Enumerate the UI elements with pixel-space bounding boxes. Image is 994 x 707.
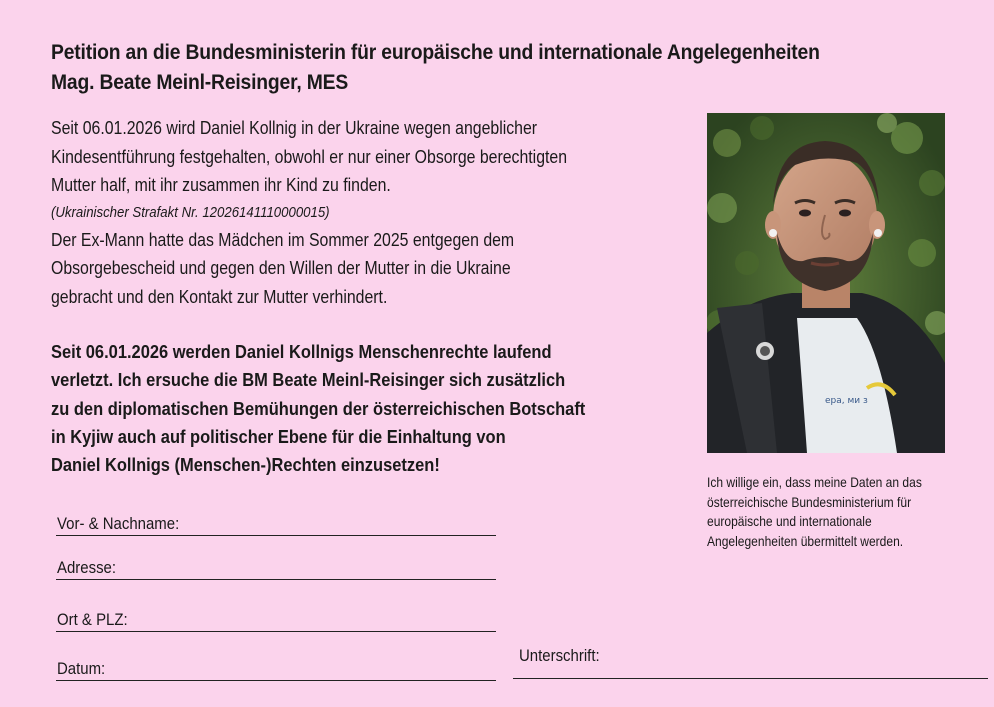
intro-line: Der Ex-Mann hatte das Mädchen im Sommer 2025 entgegen dem: [51, 229, 515, 250]
consent-note: [707, 473, 948, 551]
title-line-1: Petition an die Bundesministerin für europäische und internationale Angelegenheiten: [51, 41, 820, 64]
address-field[interactable]: [56, 549, 496, 580]
appeal-line: verletzt. Ich ersuche die BM Beate Meinl-Reisinger sich zusätzlich: [51, 369, 566, 391]
appeal-line: in Kyjiw auch auf politischer Ebene für die Einhaltung von: [51, 425, 506, 447]
name-label: Vor- & Nachname:: [57, 514, 180, 533]
date-label: Datum:: [57, 659, 106, 678]
appeal-line: zu den diplomatischen Bemühungen der österreichischen Botschaft: [51, 397, 586, 419]
case-reference: (Ukrainischer Strafakt Nr. 12026141110000015): [51, 203, 330, 221]
signature-label: Unterschrift:: [519, 646, 600, 665]
address-label: Adresse:: [57, 558, 117, 577]
consent-line: Ich willige ein, dass meine Daten an das: [707, 474, 922, 490]
intro-line: Obsorgebescheid und gegen den Willen der Mutter in die Ukraine: [51, 258, 511, 278]
consent-line: europäische und internationale: [707, 513, 872, 529]
appeal-paragraph: [51, 338, 674, 479]
appeal-line: Daniel Kollnigs (Menschen-)Rechten einzusetzen!: [51, 454, 440, 476]
title-line-2: Mag. Beate Meinl-Reisinger, MES: [51, 71, 349, 94]
appeal-line: Seit 06.01.2026 werden Daniel Kollnigs Menschenrechte laufend: [51, 341, 552, 362]
signature-field[interactable]: [513, 646, 988, 679]
city-zip-field[interactable]: [56, 601, 496, 632]
shirt-print: ера, ми з: [825, 396, 868, 406]
consent-line: österreichische Bundesministerium für: [707, 493, 912, 510]
date-field[interactable]: [56, 650, 496, 681]
name-field[interactable]: [56, 505, 496, 536]
intro-line: Seit 06.01.2026 wird Daniel Kollnig in der Ukraine wegen angeblicher: [51, 118, 538, 138]
intro-line: Kindesentführung festgehalten, obwohl er nur einer Obsorge berechtigten: [51, 146, 568, 167]
city-zip-label: Ort & PLZ:: [57, 610, 128, 629]
intro-line: gebracht und den Kontakt zur Mutter verhindert.: [51, 286, 388, 307]
consent-line: Angelegenheiten übermittelt werden.: [707, 532, 904, 549]
petition-title: [51, 38, 879, 98]
portrait-illustration: [707, 113, 945, 453]
intro-paragraph: [51, 114, 649, 311]
intro-line: Mutter half, mit ihr zusammen ihr Kind zu finden.: [51, 175, 391, 195]
portrait-photo: [707, 113, 945, 453]
